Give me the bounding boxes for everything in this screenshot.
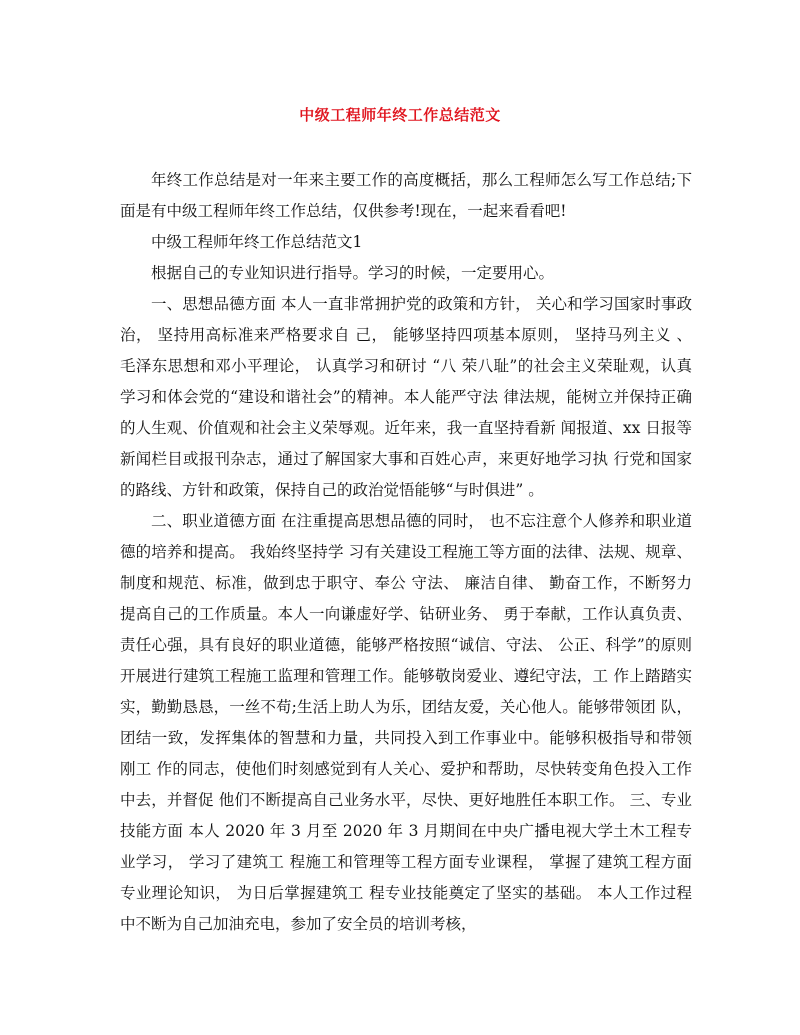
section-ideology: 一、思想品德方面 本人一直非常拥护党的政策和方针， 关心和学习国家时事政治， 坚持用高标准来严格要求自 己， 能够坚持四项基本原则， 坚持马列主义 、 毛泽东思想和邓小平理论， 认真学习和研讨 “八 荣八耻”的社会主义荣耻观，认真学习和体会党的“建设和谐社会”的精神。本人能严守法 律法规，能树立并保持正确的人生观、价值观和社会主义荣辱观。近年来，我一直坚持看新 闻报道、xx 日报等新闻栏目或报刊杂志，通过了解国家大事和百姓心声，来更好地学习执 行党和国家的路线、方针和政策，保持自己的政治觉悟能够“与时俱进” 。 [120, 295, 692, 499]
section-ethics: 二、职业道德方面 在注重提高思想品德的同时， 也不忘注意个人修养和职业道德的培养和提高。 我始终坚持学 习有关建设工程施工等方面的法律、法规、规章、制度和规范、标准，做到忠于职守、奉公 守法、 廉洁自律、 勤奋工作，不断努力提高自己的工作质量。本人一向谦虚好学、钻研业务、 勇于奉献，工作认真负责、责任心强，具有良好的职业道德，能够严格按照“诚信、守法、 公正、科学”的原则开展进行建筑工程施工监理和管理工作。能够敬岗爱业、遵纪守法，工 作上踏踏实实，勤勤恳恳，一丝不苟;生活上助人为乐，团结友爱，关心他人。能够带领团 队，团结一致，发挥集体的智慧和力量，共同投入到工作事业中。能够积极指导和带领刚工 作的同志，使他们时刻感觉到有人关心、爱护和帮助，尽快转变角色投入工作中去，并督促 他们不断提高自己业务水平，尽快、更好地胜任本职工作。 三、专业技能方面 本人 2020 年 3 月至 2020 年 3 月期间在中央广播电视大学土木工程专业学习， 学习了建筑工 程施工和管理等工程方面专业课程， 掌握了建筑工程方面专业理论知识， 为日后掌握建筑工 程专业技能奠定了坚实的基础。 本人工作过程中不断为自己加油充电，参加了安全员的培训考核， [120, 512, 692, 933]
document-title: 中级工程师年终工作总结范文 [299, 106, 501, 124]
document-body [120, 165, 692, 940]
lead-sentence: 根据自己的专业知识进行指导。学习的时候，一定要用心。 [151, 264, 555, 282]
section-heading: 中级工程师年终工作总结范文1 [151, 233, 363, 251]
intro-paragraph: 年终工作总结是对一年来主要工作的高度概括，那么工程师怎么写工作总结;下面是有中级工程师年终工作总结，仅供参考!现在，一起来看看吧! [120, 171, 692, 220]
